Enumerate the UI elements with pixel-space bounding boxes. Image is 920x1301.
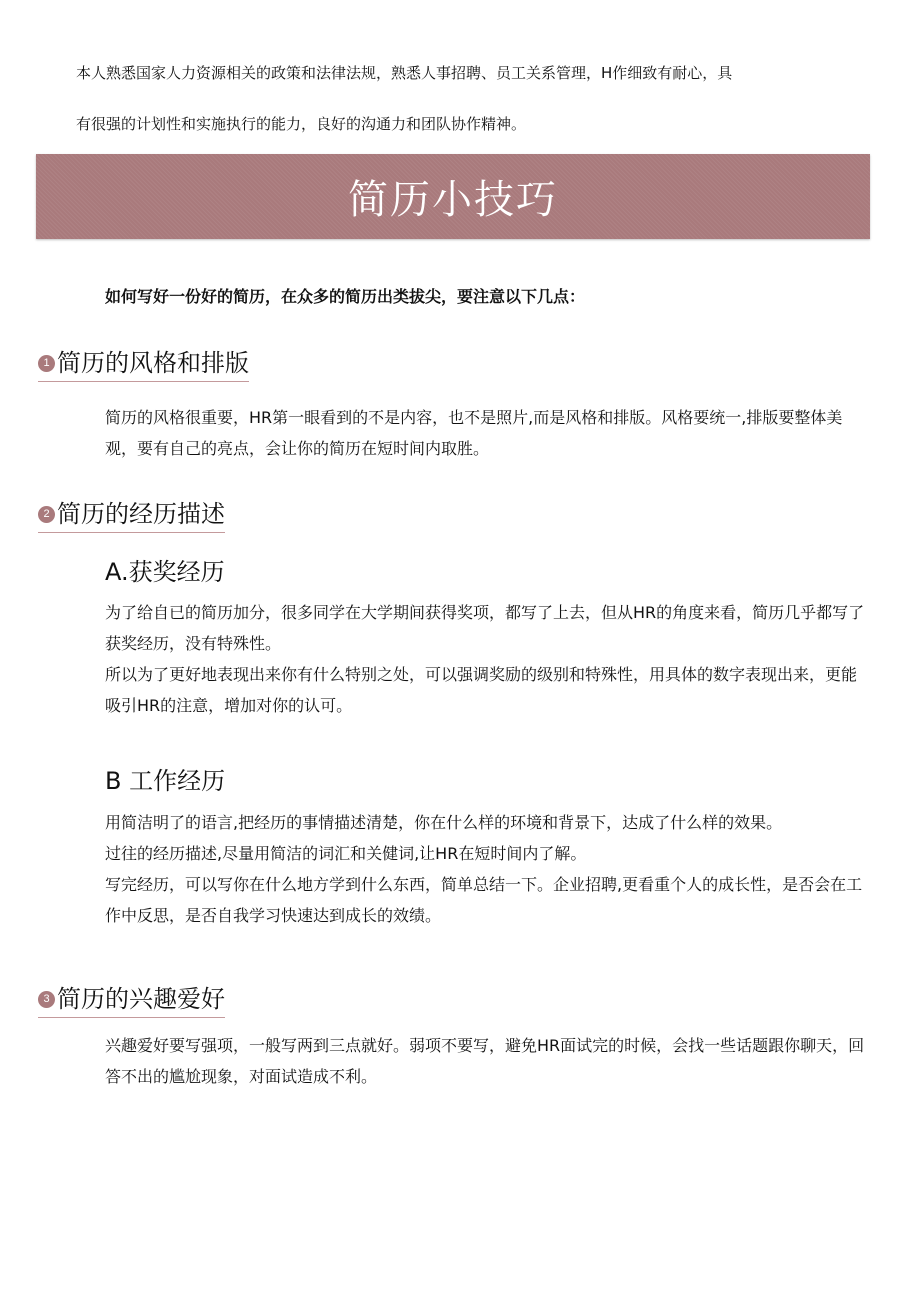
section-number-badge: 3 [38,991,55,1008]
subsection-heading-work: B 工作经历 [105,767,226,795]
section-heading-experience [38,498,225,533]
lead-sentence: 如何写好一份好的简历，在众多的简历出类拔尖，要注意以下几点： [105,287,586,306]
section-heading-hobbies [38,983,225,1018]
section-heading-style [38,347,249,382]
paragraph-text: 为了给自已的简历加分，很多同学在大学期间获得奖项，都写了上去，但从HR的角度来看，简历几乎都写了获奖经历，没有特殊性。 [105,603,865,653]
section-title: 简历的风格和排版 [57,349,249,377]
intro-line-2: 有很强的计划性和实施执行的能力，良好的沟通力和团队协作精神。 [76,115,527,133]
section-number-badge: 1 [38,355,55,372]
paragraph-text: 兴趣爱好要写强项，一般写两到三点就好。弱项不要写，避免HR面试完的时候，会找一些话题跟你聊天，回答不出的尴尬现象，对面试造成不利。 [105,1036,865,1086]
subsection-heading-awards: A.获奖经历 [105,558,225,586]
paragraph-text: 写完经历，可以写你在什么地方学到什么东西，简单总结一下。企业招聘,更看重个人的成长性，是否会在工作中反思，是否自我学习快速达到成长的效绩。 [105,875,863,925]
section-number-badge: 2 [38,506,55,523]
section-title: 简历的经历描述 [57,500,225,528]
paragraph-text: 所以为了更好地表现出来你有什么特别之处，可以强调奖励的级别和特殊性，用具体的数字表现出来，更能吸引HR的注意，增加对你的认可。 [105,665,858,715]
intro-line-1: 本人熟悉国家人力资源相关的政策和法律法规，熟悉人事招聘、员工关系管理，H作细致有耐心，具 [76,64,733,82]
section-paragraph [105,1030,865,1092]
subsection-paragraph [105,597,865,721]
paragraph-text: 用简洁明了的语言,把经历的事情描述清楚，你在什么样的环境和背景下，达成了什么样的效果。 [105,813,783,832]
title-banner [36,154,870,239]
section-title: 简历的兴趣爱好 [57,985,225,1013]
paragraph-text: 简历的风格很重要，HR第一眼看到的不是内容，也不是照片,而是风格和排版。风格要统一,排版要整体美观，要有自己的亮点，会让你的简历在短时间内取胜。 [105,408,843,458]
subsection-paragraph [105,807,865,931]
paragraph-text: 过往的经历描述,尽量用简洁的词汇和关健词,让HR在短时间内了解。 [105,844,587,863]
banner-title: 简历小技巧 [348,177,558,223]
section-paragraph [105,402,865,464]
